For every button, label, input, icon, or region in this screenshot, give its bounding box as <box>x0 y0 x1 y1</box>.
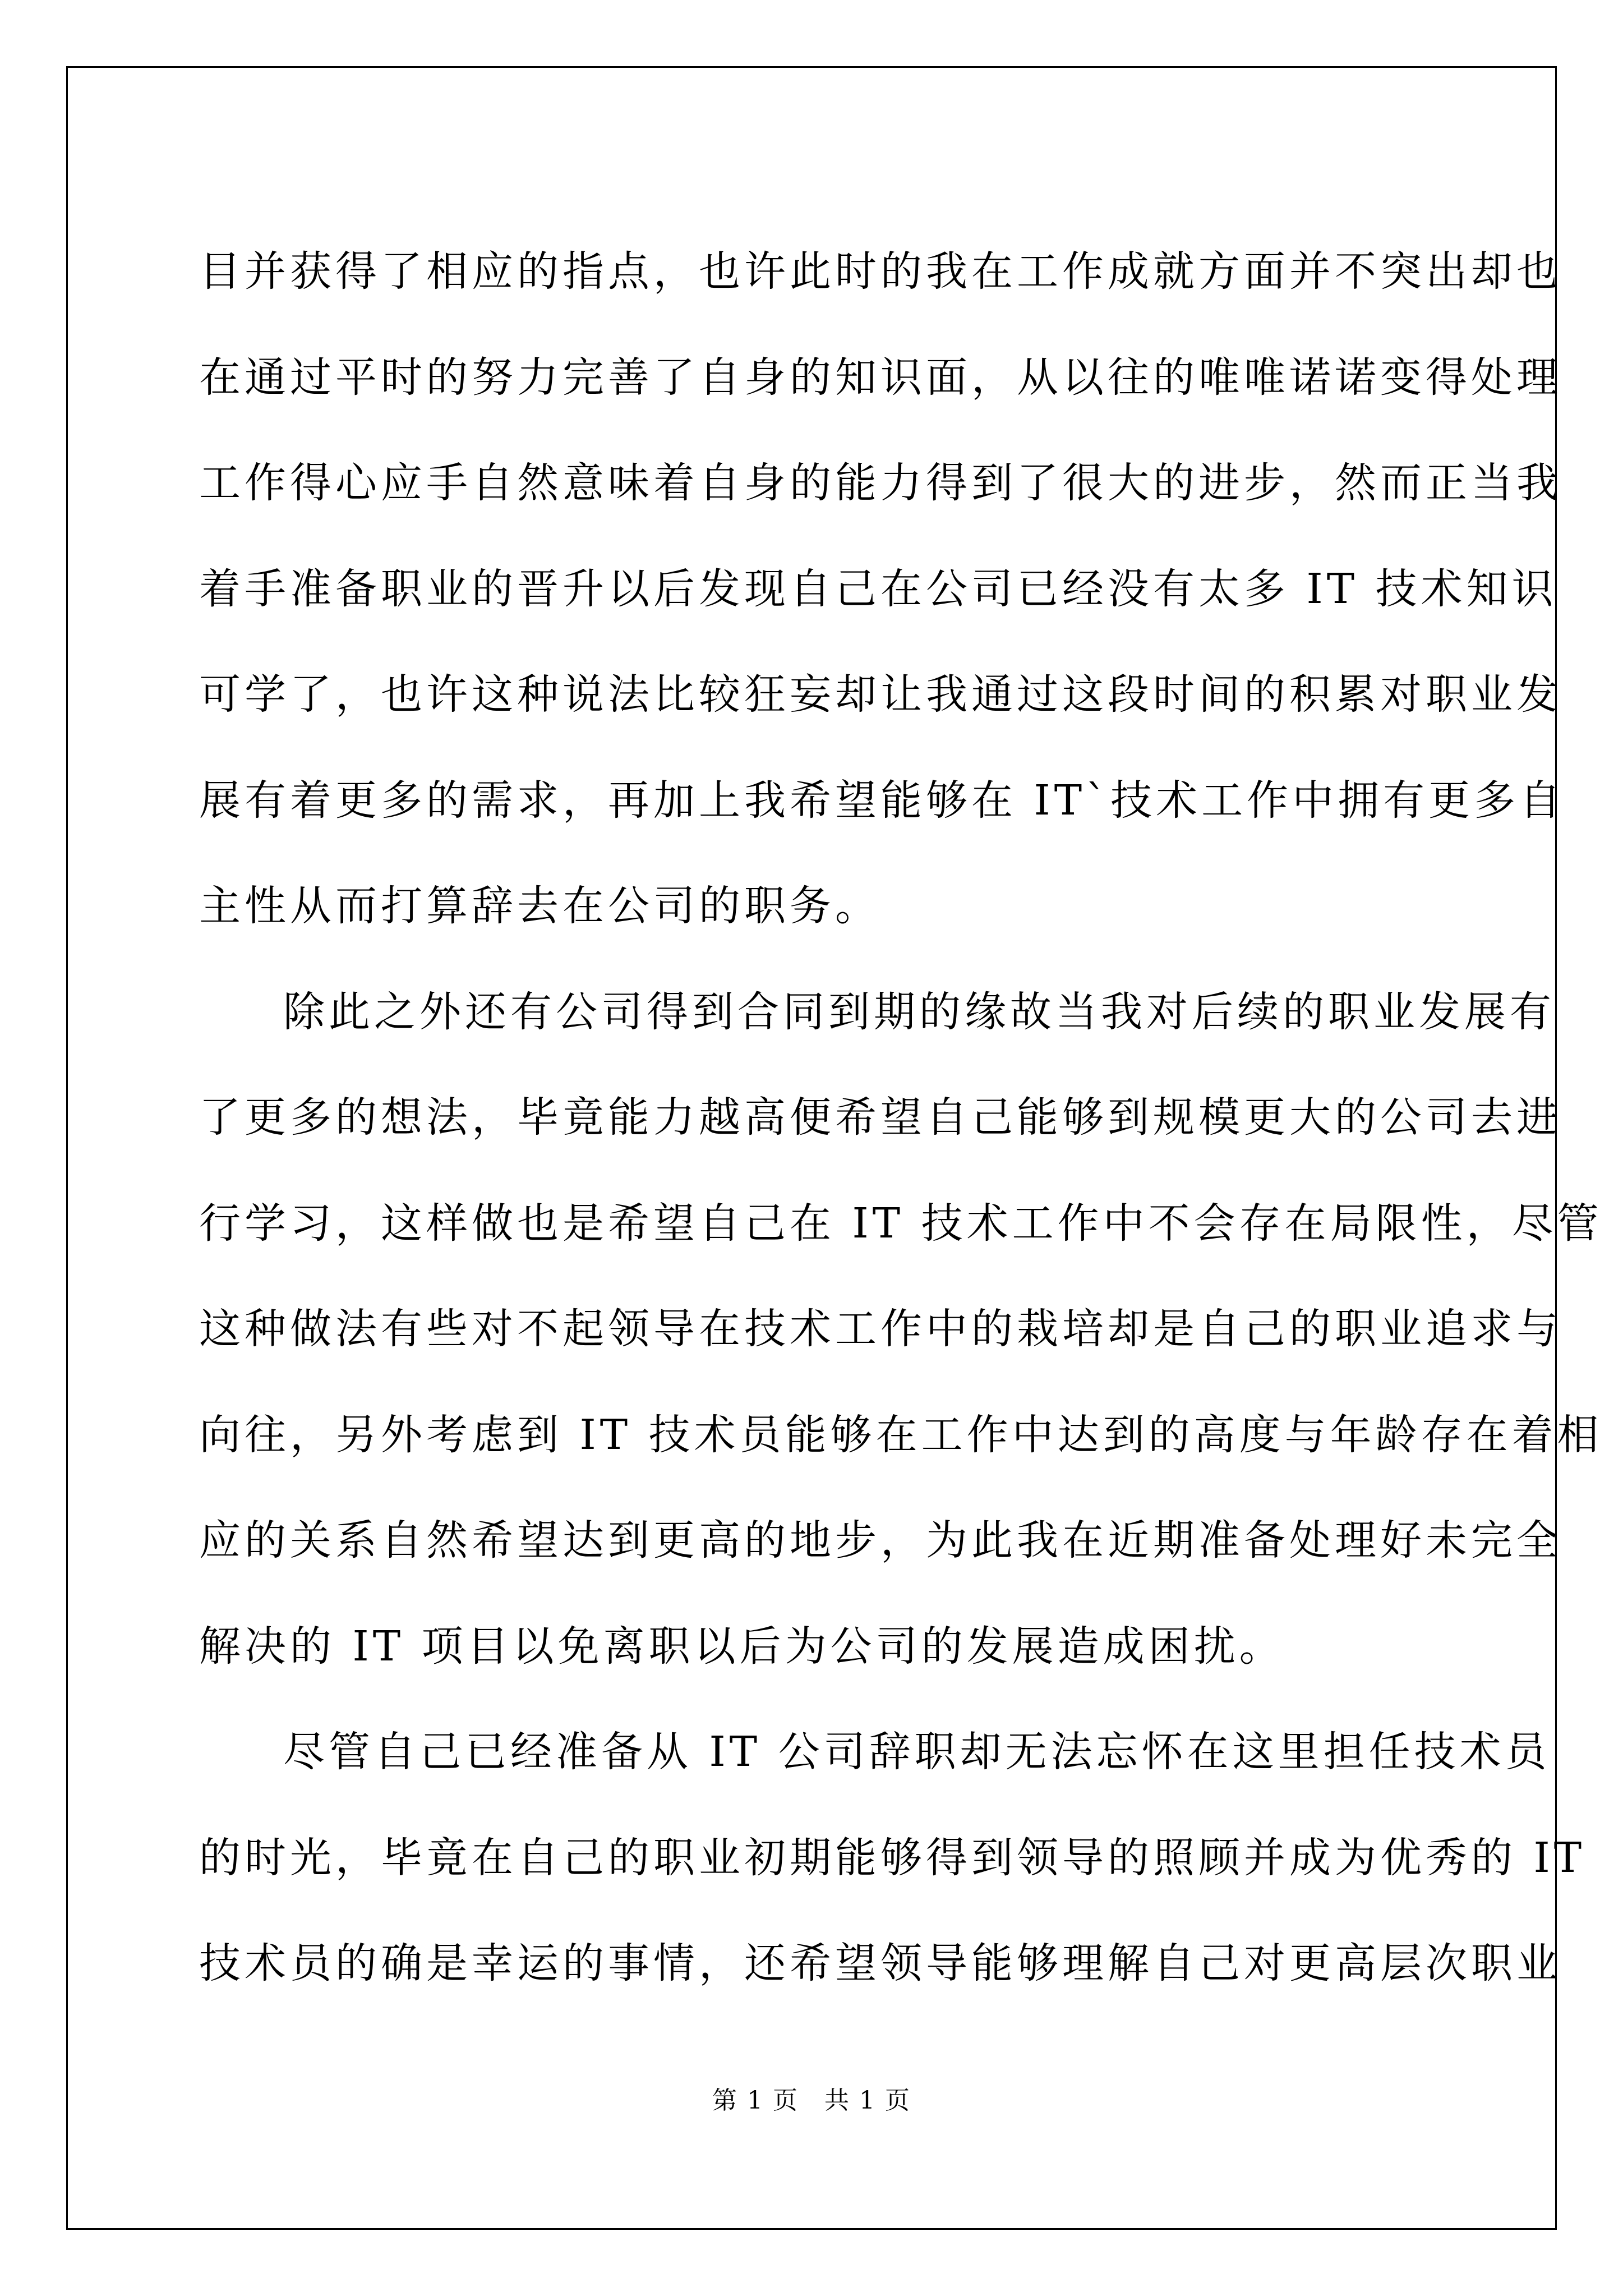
text-line: 目并获得了相应的指点，也许此时的我在工作成就方面并不突出却也 <box>199 247 1562 296</box>
text-line: 这种做法有些对不起领导在技术工作中的栽培却是自己的职业追求与 <box>199 1305 1562 1353</box>
page-footer: 第 1 页 共 1 页 <box>712 2086 911 2115</box>
text-line: 行学习，这样做也是希望自己在 IT 技术工作中不会存在局限性，尽管 <box>199 1199 1603 1248</box>
text-line: 主性从而打算辞去在公司的职务。 <box>199 882 880 930</box>
document-body <box>199 219 1603 2017</box>
text-line: 向往，另外考虑到 IT 技术员能够在工作中达到的高度与年龄存在着相 <box>199 1410 1603 1459</box>
text-line: 技术员的确是幸运的事情，还希望领导能够理解自己对更高层次职业 <box>199 1939 1562 1987</box>
text-line: 可学了，也许这种说法比较狂妄却让我通过这段时间的积累对职业发 <box>199 670 1562 719</box>
text-line: 除此之外还有公司得到合同到期的缘故当我对后续的职业发展有 <box>283 987 1555 1036</box>
text-line: 着手准备职业的晋升以后发现自己在公司已经没有太多 IT 技术知识 <box>199 564 1557 613</box>
text-line: 了更多的想法，毕竟能力越高便希望自己能够到规模更大的公司去进 <box>199 1093 1562 1142</box>
text-line: 的时光，毕竟在自己的职业初期能够得到领导的照顾并成为优秀的 IT <box>199 1833 1586 1882</box>
text-line: 解决的 IT 项目以免离职以后为公司的发展造成困扰。 <box>199 1622 1285 1671</box>
text-line: 在通过平时的努力完善了自身的知识面，从以往的唯唯诺诺变得处理 <box>199 353 1562 402</box>
text-line: 尽管自己已经准备从 IT 公司辞职却无法忘怀在这里担任技术员 <box>283 1728 1551 1776</box>
text-line: 展有着更多的需求，再加上我希望能够在 IT`技术工作中拥有更多自 <box>199 776 1565 825</box>
text-line: 应的关系自然希望达到更高的地步，为此我在近期准备处理好未完全 <box>199 1516 1562 1565</box>
text-line: 工作得心应手自然意味着自身的能力得到了很大的进步，然而正当我 <box>199 459 1562 507</box>
